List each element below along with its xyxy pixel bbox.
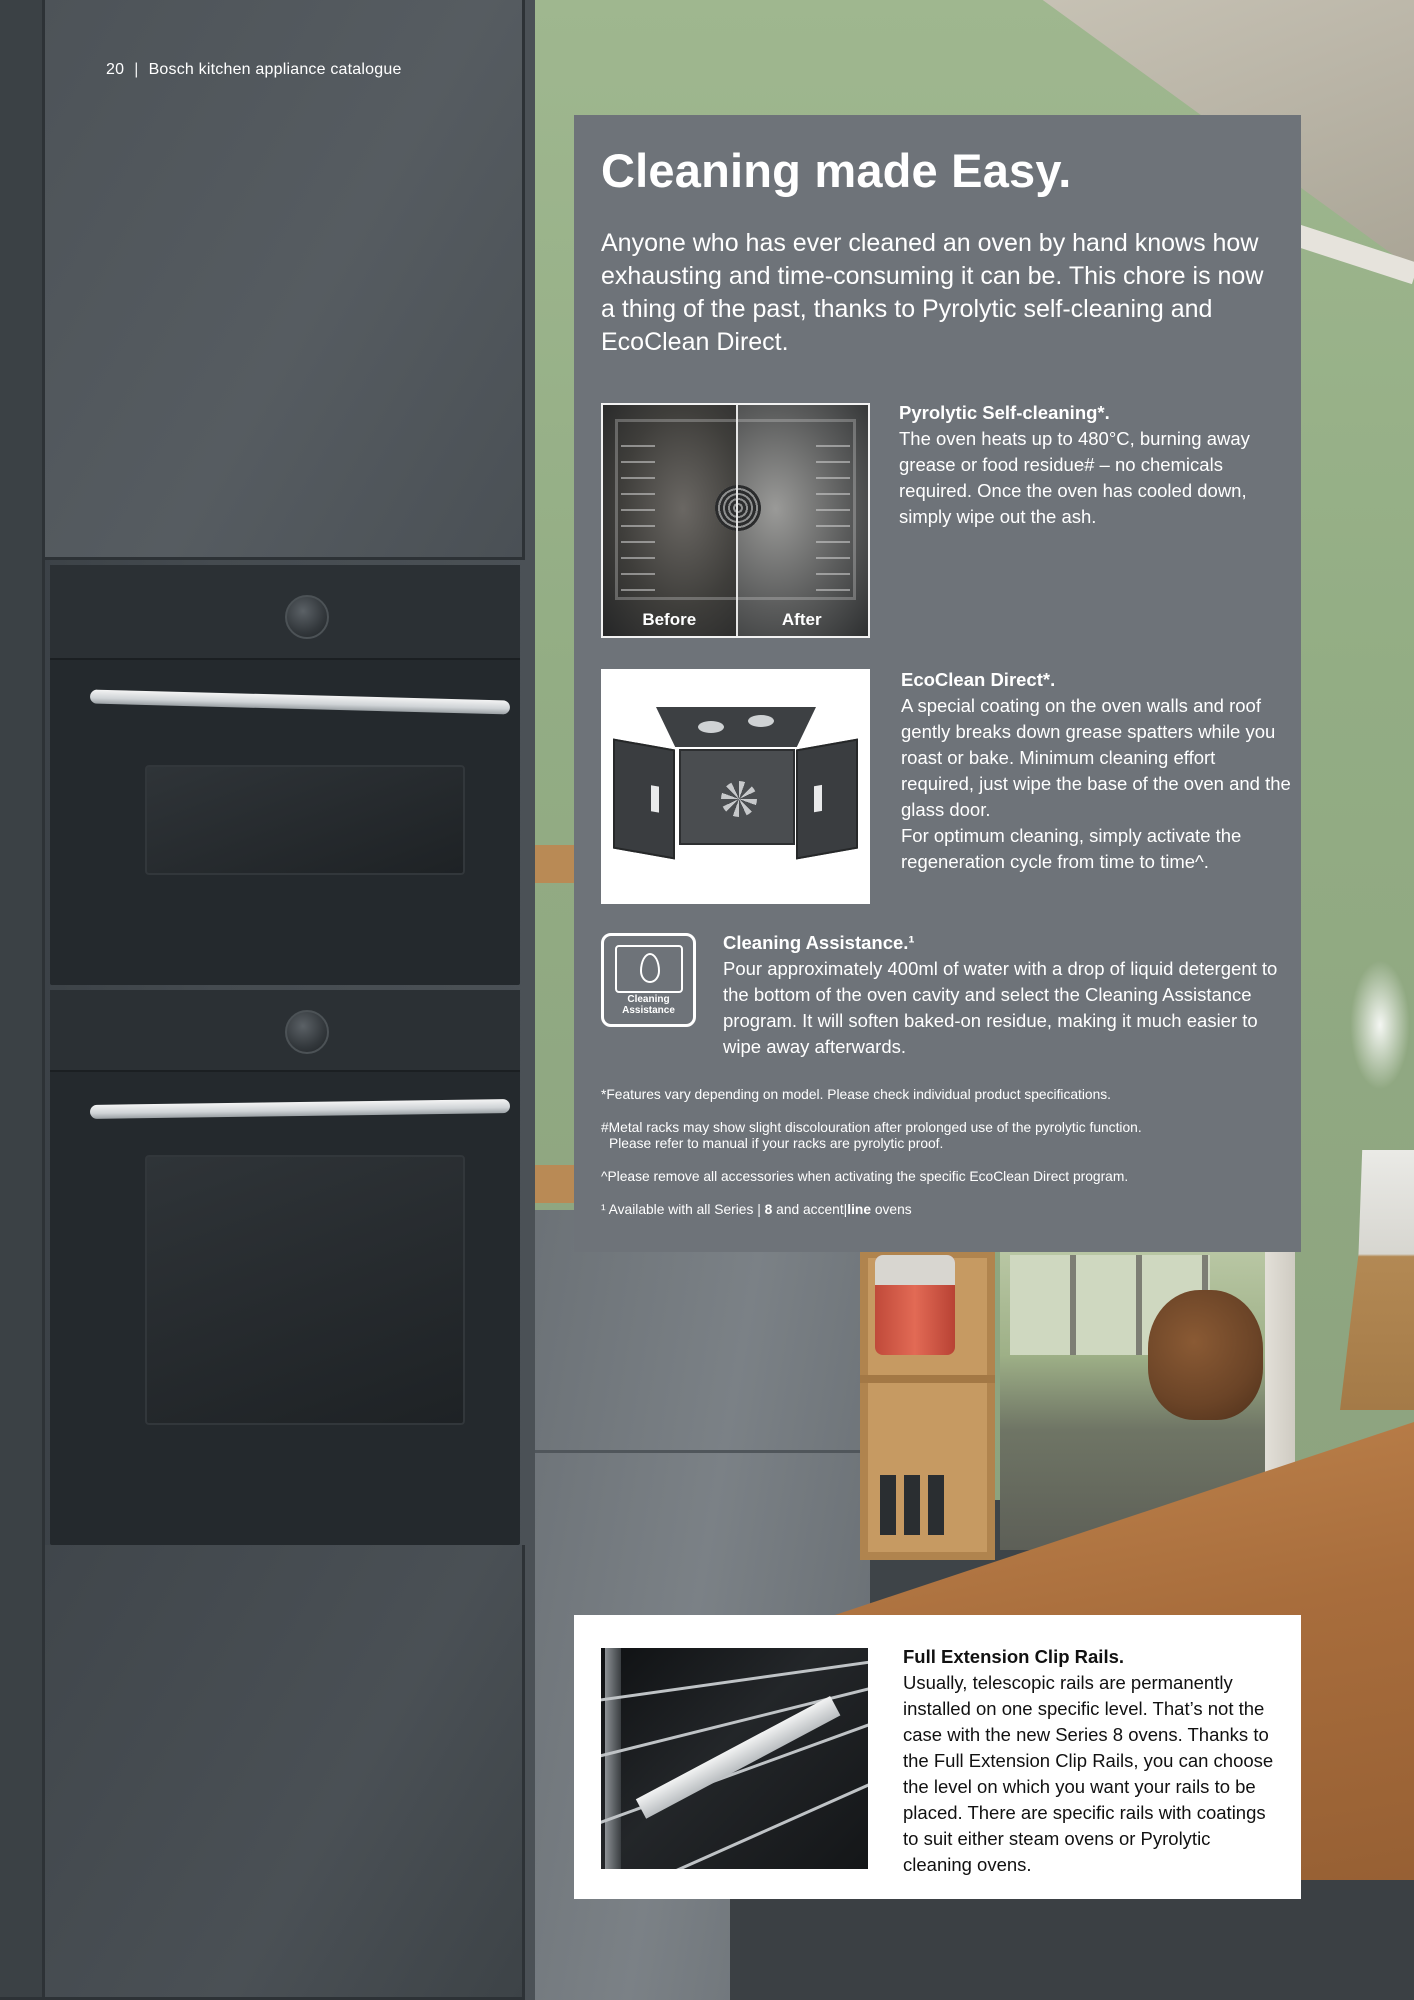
control-knob-icon — [285, 595, 329, 639]
catalogue-title: Bosch kitchen appliance catalogue — [148, 61, 402, 78]
before-after-divider — [736, 405, 738, 636]
window-light — [1350, 960, 1410, 1090]
open-shelf — [535, 845, 575, 883]
cabinet-seam — [525, 1450, 870, 1453]
built-in-oven-upper — [50, 565, 520, 985]
oven-handle — [90, 1099, 510, 1119]
bottles — [880, 1475, 950, 1535]
oven-window — [145, 1155, 465, 1425]
ecoclean-oven-panels-image — [601, 669, 870, 904]
roof-vent — [748, 715, 774, 727]
footnote-features: *Features vary depending on model. Please check individual product specifications. — [601, 1087, 1112, 1102]
ecoclean-description: A special coating on the oven walls and roof gently breaks down grease spatters while you roast or bake. Minimum cleaning effort required, just wipe the base of the oven and the glass door. — [901, 695, 1291, 820]
open-shelf — [535, 1165, 575, 1203]
clay-pot — [1148, 1290, 1263, 1420]
cleaning-info-panel — [574, 115, 1301, 1252]
oven-rack-wire — [601, 1771, 868, 1869]
oven-cavity-back — [679, 749, 795, 845]
oven-handle — [90, 690, 510, 715]
oven-side-wall — [605, 1648, 621, 1869]
lower-cabinet-door — [45, 1545, 525, 2000]
page-number: 20 — [106, 61, 125, 78]
pyrolytic-feature — [899, 400, 1289, 530]
canister-lid — [875, 1255, 955, 1285]
upper-cabinet-door — [45, 0, 525, 560]
cabinet-side — [0, 0, 45, 2000]
footnotes — [601, 1087, 1281, 1235]
control-knob-icon — [285, 1010, 329, 1054]
footnote-availability: ¹ Available with all Series | 8 and accent|line ovens — [601, 1202, 912, 1217]
cleaning-assistance-title: Cleaning Assistance.¹ — [723, 932, 915, 953]
page-title: Cleaning made Easy. — [601, 144, 1072, 197]
footnote-metal-racks: #Metal racks may show slight discolouration after prolonged use of the pyrolytic function. Please refer to manual if your racks are pyrolytic proof. — [601, 1120, 1142, 1151]
built-in-oven-lower — [50, 990, 520, 1545]
oven-window — [145, 765, 465, 875]
page-header — [106, 61, 402, 79]
cleaning-assistance-icon-label: Cleaning Assistance — [622, 994, 675, 1016]
oven-rack-left — [621, 445, 655, 595]
cleaning-assistance-description: Pour approximately 400ml of water with a drop of liquid detergent to the bottom of the oven cavity and select the Cleaning Assistance program. It will soften baked-on residue, making it much easier to wipe away afterwards. — [723, 958, 1278, 1057]
oven-roof-panel — [656, 707, 816, 747]
pyrolytic-description: The oven heats up to 480°C, burning away grease or food residue# – no chemicals required. Once the oven has cooled down, simply wipe out the ash. — [899, 428, 1250, 527]
water-drop-icon — [640, 953, 660, 983]
shelf-divider — [860, 1375, 995, 1383]
intro-paragraph: Anyone who has ever cleaned an oven by hand knows how exhausting and time-consuming it can be. This chore is now a thing of the past, thanks to Pyrolytic self-cleaning and EcoClean Direct. — [601, 229, 1264, 356]
oven-control-panel — [50, 990, 520, 1072]
clip-rails-description: Usually, telescopic rails are permanently installed on one specific level. That’s not the case with the new Series 8 ovens. Thanks to the Full Extension Clip Rails, you can choose the level on which you want your rails to be placed. There are specific rails with coatings to suit either steam ovens or Pyrolytic cleaning ovens. — [903, 1672, 1274, 1875]
clip-rails-panel — [574, 1615, 1301, 1899]
footnote-accessories: ^Please remove all accessories when activating the specific EcoClean Direct program. — [601, 1169, 1129, 1184]
oven-rack-right — [816, 445, 850, 595]
after-label: After — [781, 610, 822, 629]
cleaning-assistance-feature — [723, 930, 1293, 1060]
ecoclean-feature — [901, 667, 1291, 875]
cleaning-assistance-icon — [601, 933, 696, 1027]
ecoclean-title: EcoClean Direct*. — [901, 669, 1056, 690]
before-label: Before — [642, 610, 697, 629]
oven-control-panel — [50, 565, 520, 660]
ecoclean-regeneration-note: For optimum cleaning, simply activate the regeneration cycle from time to time^. — [901, 825, 1242, 872]
oven-fan-icon — [715, 485, 761, 531]
oven-side-panel-right — [796, 739, 858, 860]
telescopic-rails-image — [601, 1648, 868, 1869]
clip-rails-feature — [903, 1644, 1283, 1878]
roof-vent — [698, 721, 724, 733]
pyrolytic-title: Pyrolytic Self-cleaning*. — [899, 402, 1110, 423]
header-separator: | — [134, 61, 139, 78]
clip-rails-title: Full Extension Clip Rails. — [903, 1646, 1125, 1667]
oven-side-panel-left — [613, 739, 675, 860]
oven-fan-icon — [721, 781, 757, 817]
oven-outline-icon — [615, 945, 683, 993]
telescopic-rail — [636, 1696, 841, 1819]
pyrolytic-before-after-image — [601, 403, 870, 638]
